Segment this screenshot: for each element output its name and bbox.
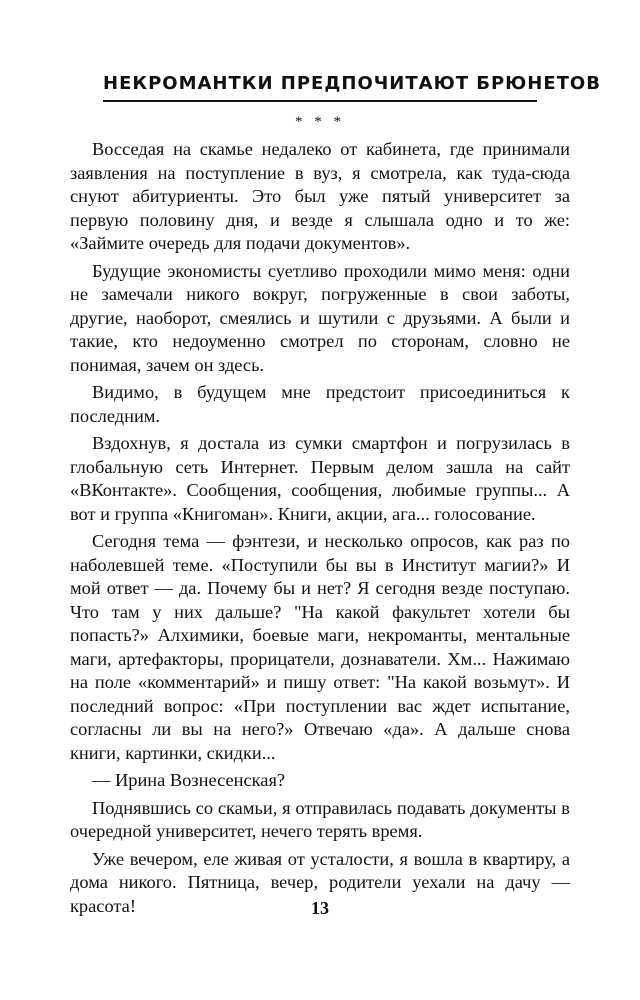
paragraph: — Ирина Вознесенская?: [92, 770, 286, 790]
paragraph: Вздохнув, я достала из сумки смартфон и погрузилась в глобальную сеть Интернет. Первым делом зашла на сайт «ВКонтакте». Сообщения, сообщения, любимые группы... А вот и группа «Книгоман». Книги, акции, ага... голосование.: [70, 433, 570, 524]
paragraph: Восседая на скамье недалеко от кабинета, где принимали заявления на поступление в вуз, я смотрела, как туда-сюда снуют абитуриенты. Это был уже пятый университет за первую половину дня, и везде я слышала одно и то же: «Займите очередь для подачи документов».: [70, 139, 570, 253]
running-title-rule: [103, 100, 537, 102]
paragraph: Видимо, в будущем мне предстоит присоединиться к последним.: [70, 382, 570, 426]
running-title: НЕКРОМАНТКИ ПРЕДПОЧИТАЮТ БРЮНЕТОВ: [103, 73, 601, 94]
section-separator: * * *: [295, 114, 345, 130]
paragraph: Будущие экономисты суетливо проходили мимо меня: одни не замечали никого вокруг, погруженные в свои заботы, другие, наоборот, смеялись и шутили с друзьями. А были и такие, кто недоуменно смотрел по сторонам, словно не понимая, зачем он здесь.: [70, 260, 570, 375]
page-number: 13: [311, 898, 329, 918]
paragraph: Уже вечером, еле живая от усталости, я вошла в квартиру, а дома никого. Пятница, вечер, родители уехали на дачу — красота!: [70, 848, 570, 916]
paragraph: Поднявшись со скамьи, я отправилась подавать документы в очередной университет, нечего терять время.: [70, 797, 570, 841]
body-text: [70, 138, 570, 918]
paragraph: Сегодня тема — фэнтези, и несколько опросов, как раз по наболевшей теме. «Поступили бы вы в Институт магии?» И мой ответ — да. Почему бы и нет? Я сегодня везде поступаю. Что там у них дальше? "На какой факультет хотели бы попасть?» Алхимики, боевые маги, некроманты, ментальные маги, артефакторы, прорицатели, дознаватели. Хм... Нажимаю на поле «комментарий» и пишу ответ: "На какой возьмут». И последний вопрос: «При поступлении вас ждет испытание, согласны ли вы на него?» Отвечаю «да». А дальше снова книги, картинки, скидки...: [70, 531, 570, 763]
